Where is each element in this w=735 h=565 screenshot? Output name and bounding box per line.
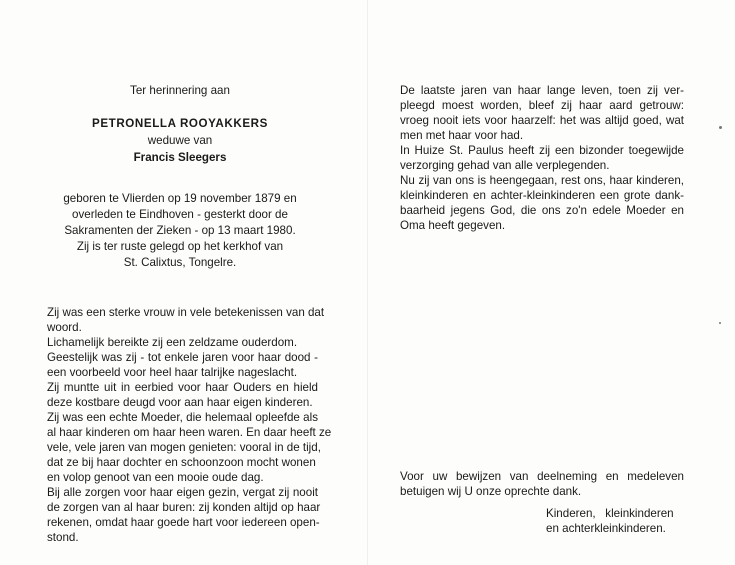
body-line: deze kostbare deugd voor aan haar eigen kinderen. xyxy=(47,396,313,409)
body-line: Zij was een echte Moeder, die helemaal opleefde als xyxy=(47,411,318,424)
body-line: dat ze bij haar dochter en schoonzoon mocht wonen xyxy=(47,456,316,469)
body-line: De laatste jaren van haar lange leven, toen zij ver- xyxy=(400,84,684,97)
bio-line: overleden te Eindhoven - gesterkt door de xyxy=(72,208,288,221)
body-line: vele, vele jaren van mogen genieten: vooral in de tijd, xyxy=(47,441,321,454)
body-line: verzorging gehad van alle verplegenden. xyxy=(400,159,610,172)
bio-line: St. Calixtus, Tongelre. xyxy=(123,256,237,269)
husband-name: Francis Sleegers xyxy=(133,151,227,164)
body-line: Zij muntte uit in eerbied voor haar Ouders en hield xyxy=(47,381,318,394)
body-line: een voorbeeld voor heel haar talrijke nageslacht. xyxy=(47,366,298,379)
body-line: de zorgen van al haar buren: zij konden altijd op haar xyxy=(47,501,321,514)
body-line: stond. xyxy=(47,531,79,544)
body-line: men met haar voor had. xyxy=(400,129,524,142)
body-line: Zij was een sterke vrouw in vele betekenissen van dat xyxy=(47,306,325,319)
print-speck xyxy=(719,126,722,129)
bio-line: geboren te Vlierden op 19 november 1879 en xyxy=(63,192,297,205)
body-line: baarheid jegens God, die ons zo'n edele Moeder en xyxy=(400,204,684,217)
bio-line: Sakramenten der Zieken - op 13 maart 1980. xyxy=(64,224,296,237)
print-speck xyxy=(719,322,721,324)
body-line: woord. xyxy=(47,321,82,334)
signature-line: en achterkleinkinderen. xyxy=(546,522,666,535)
body-line: Lichamelijk bereikte zij een zeldzame ouderdom. xyxy=(47,336,298,349)
body-line: pleegd moest worden, bleef zij haar aard getrouw: xyxy=(400,99,684,112)
fold-line xyxy=(367,0,368,565)
thanks-line: betuigen wij U onze oprechte dank. xyxy=(400,485,582,498)
body-line: rekenen, omdat haar goede hart voor iedereen open- xyxy=(47,516,320,529)
body-line: Oma heeft gegeven. xyxy=(400,219,506,232)
body-line: vroeg nooit iets voor haarzelf: het was altijd goed, wat xyxy=(400,114,684,127)
thanks-line: Voor uw bewijzen van deelneming en medeleven xyxy=(400,470,684,483)
body-line: al haar kinderen om haar heen waren. En daar heeft ze xyxy=(47,426,332,439)
body-line: Geestelijk was zij - tot enkele jaren voor haar dood - xyxy=(47,351,318,364)
body-line: Bij alle zorgen voor haar eigen gezin, vergat zij nooit xyxy=(47,486,318,499)
bio-line: Zij is ter ruste gelegd op het kerkhof van xyxy=(76,240,284,253)
body-line: Nu zij van ons is heengegaan, rest ons, haar kinderen, xyxy=(400,174,684,187)
signature-line: Kinderen, kleinkinderen xyxy=(546,507,674,520)
body-line: In Huize St. Paulus heeft zij een bizonder toegewijde xyxy=(400,144,684,157)
intro-text: Ter herinnering aan xyxy=(130,84,230,97)
deceased-name: PETRONELLA ROOYAKKERS xyxy=(91,117,268,130)
body-line: en volop genoot van een mooie oude dag. xyxy=(47,471,264,484)
widow-of-text: weduwe van xyxy=(147,134,213,147)
body-line: kleinkinderen en achter-kleinkinderen een grote dank- xyxy=(400,189,684,202)
